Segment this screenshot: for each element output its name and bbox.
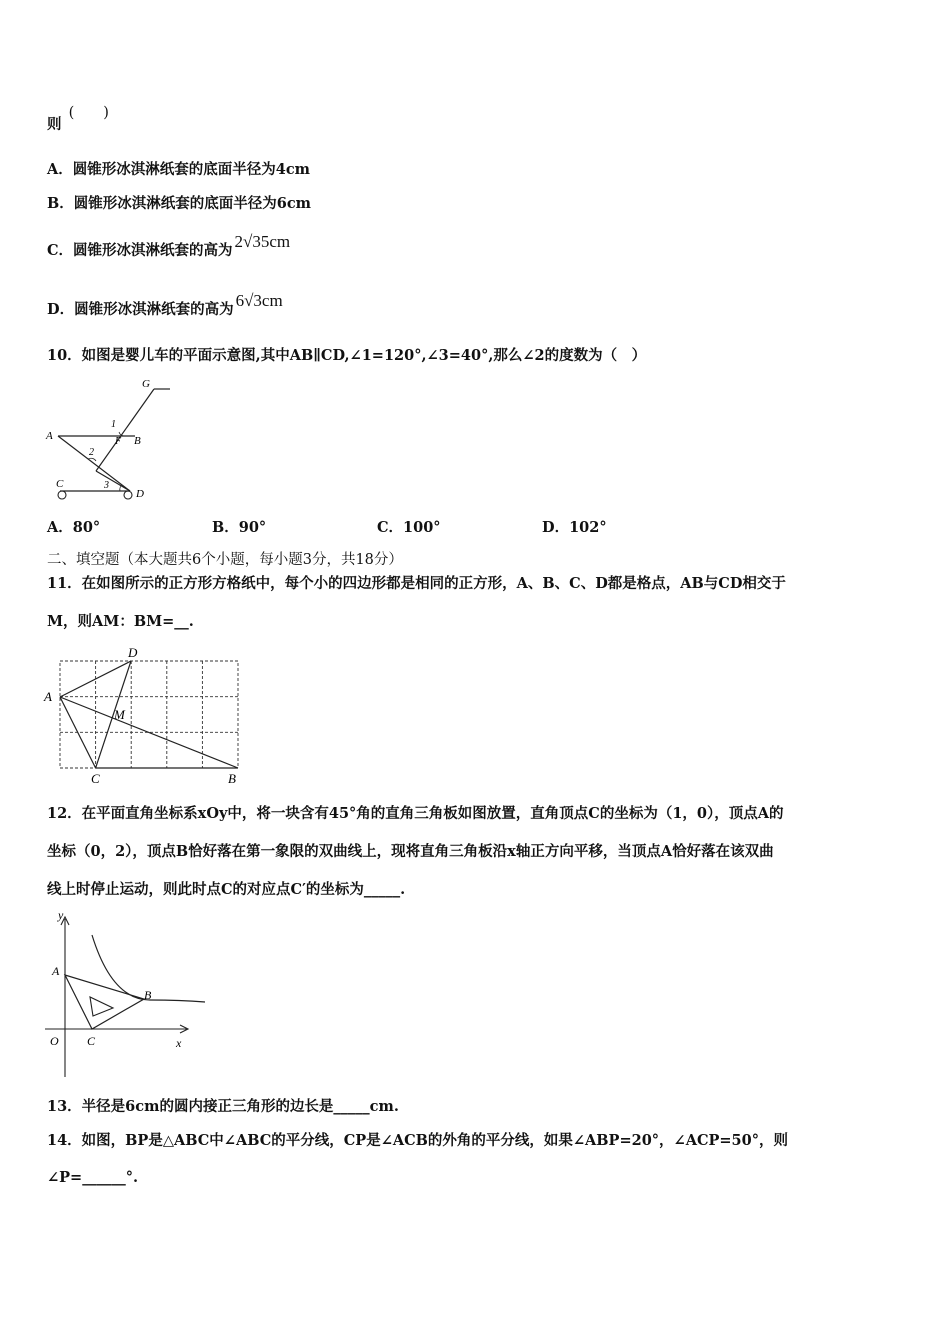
- q11-line-1: 11．在如图所示的正方形方格纸中，每个小的四边形都是相同的正方形，A、B、C、D都是格点，AB与CD相交于: [47, 575, 786, 592]
- q12-label-o: O: [50, 1034, 59, 1048]
- q10-option-c: C．100°: [377, 519, 441, 536]
- q9-option-d-math: 6√3cm: [235, 291, 283, 310]
- q12-line-1: 12．在平面直角坐标系xOy中，将一块含有45°角的直角三角板如图放置，直角顶点C的坐标为（1，0），顶点A的: [47, 805, 784, 822]
- q11-grid-figure: [40, 643, 250, 788]
- q9-option-a: A．圆锥形冰淇淋纸套的底面半径为4cm: [47, 161, 311, 178]
- q10-label-d: D: [136, 488, 144, 500]
- q12-label-a: A: [52, 964, 60, 978]
- q10-label-1: 1: [111, 419, 116, 430]
- q11-label-m: M: [114, 707, 125, 722]
- q10-label-c: C: [56, 478, 64, 490]
- q11-label-a: A: [44, 689, 52, 704]
- q9-option-c-math: 2√35cm: [234, 232, 291, 251]
- q10-option-b: B．90°: [212, 519, 267, 536]
- q10-label-a: A: [46, 430, 53, 442]
- q14-line-1: 14．如图，BP是△ABC中∠ABC的平分线，CP是∠ACB的外角的平分线，如果∠ABP=20°，∠ACP=50°，则: [47, 1132, 788, 1149]
- q12-line-2: 坐标（0，2），顶点B恰好落在第一象限的双曲线上，现将直角三角板沿x轴正方向平移，当顶点A恰好落在该双曲: [47, 843, 774, 860]
- q14-line-2: ∠P=______°.: [47, 1169, 139, 1186]
- q9-option-d: [47, 291, 283, 320]
- q11-line-2: M，则AM：BM=__.: [47, 613, 194, 630]
- q12-label-c: C: [87, 1034, 96, 1048]
- q9-tail: [47, 105, 109, 135]
- q9-option-c: [47, 232, 291, 261]
- q13-text: 13．半径是6cm的圆内接正三角形的边长是_____cm.: [47, 1098, 399, 1115]
- q12-label-y: y: [58, 908, 64, 922]
- q10-option-a: A．80°: [47, 519, 101, 536]
- q11-label-d: D: [128, 645, 138, 660]
- q9-option-d-text: D．圆锥形冰淇淋纸套的高为: [47, 301, 234, 318]
- q9-paren: ( ): [68, 105, 109, 121]
- q10-label-b: B: [134, 435, 141, 447]
- q11-label-c: C: [91, 771, 100, 786]
- q9-option-b: B．圆锥形冰淇淋纸套的底面半径为6cm: [47, 195, 312, 212]
- q10-label-2: 2: [89, 447, 94, 458]
- q12-label-b: B: [144, 988, 152, 1002]
- q11-label-b: B: [228, 771, 236, 786]
- section-2-heading: 二、填空题（本大题共6个小题，每小题3分，共18分）: [47, 552, 403, 568]
- q12-coordinate-figure: [40, 905, 220, 1083]
- q10-label-f: F: [115, 436, 122, 447]
- q9-prefix: 则: [47, 116, 62, 133]
- q9-option-c-text: C．圆锥形冰淇淋纸套的高为: [47, 242, 233, 259]
- q10-label-3: 3: [104, 480, 109, 491]
- q10-stroller-figure: [40, 375, 180, 505]
- q10-option-d: D．102°: [542, 519, 607, 536]
- q10-label-g: G: [142, 378, 150, 390]
- q12-label-x: x: [176, 1036, 182, 1050]
- q10-stem: 10．如图是婴儿车的平面示意图,其中AB∥CD,∠1=120°,∠3=40°,那么∠2的度数为（ ）: [47, 347, 647, 364]
- q12-line-3: 线上时停止运动，则此时点C的对应点C′的坐标为_____.: [47, 881, 406, 898]
